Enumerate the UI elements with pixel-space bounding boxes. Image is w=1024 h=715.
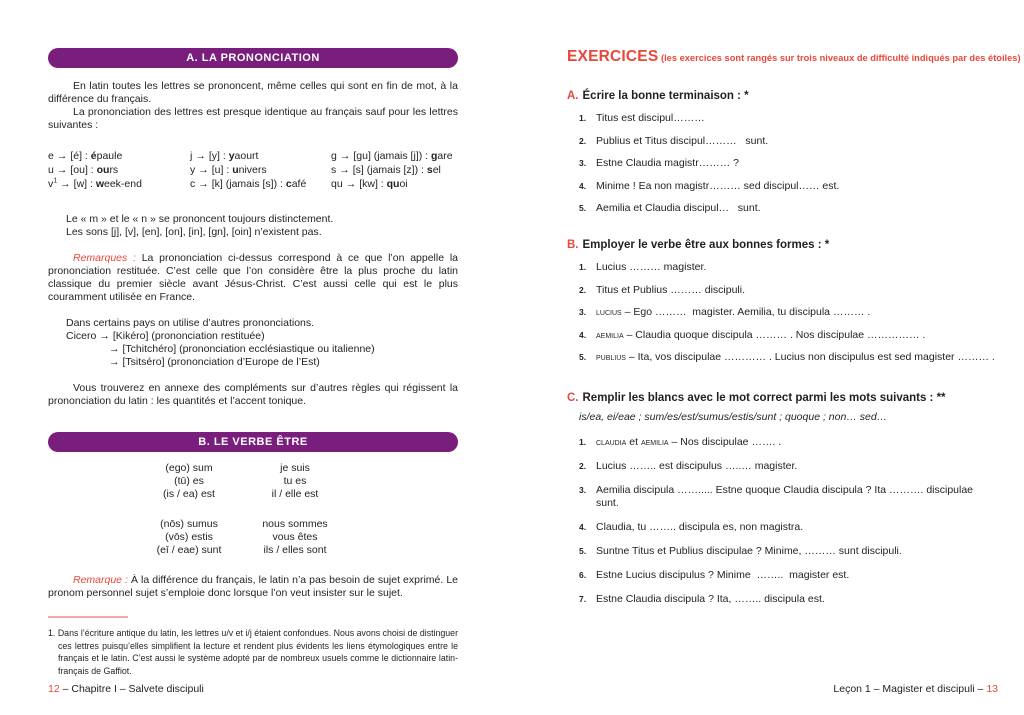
intro-paragraph-1: En latin toutes les lettres se prononcent, même celles qui sont en fin de mot, à la différence du français.: [48, 80, 458, 105]
speaker-name: lucius: [596, 306, 622, 318]
exercise-a-item-2: 2. Publius et Titus discipul……… sunt.: [579, 134, 769, 147]
arrow-right-icon: →: [198, 178, 209, 190]
arrow-right-icon: →: [56, 164, 68, 176]
conjugation-cell: (vōs) estis: [165, 531, 213, 543]
section-b-banner: [48, 432, 458, 452]
item-number: 5.: [579, 352, 587, 362]
right-page: [567, 48, 1021, 617]
conjugation-cell: vous êtes: [272, 531, 318, 543]
exercise-c-item-6: 6. Estne Lucius discipulus ? Minime …….. magister est.: [579, 569, 850, 581]
exercise-a-label: A.: [567, 90, 579, 102]
exercise-b-item-2: 2. Titus et Publius ……… discipuli.: [579, 283, 745, 296]
pronunciation-rule: g → [gu] (jamais [j]) : gare: [331, 150, 453, 162]
item-number: 2.: [579, 461, 587, 471]
exercise-c-item-7: 7. Estne Claudia discipula ? Ita, …….. discipula est.: [579, 593, 825, 605]
conjugation-gap: [220, 501, 370, 518]
note-missing-sounds: Les sons [j], [v], [en], [on], [in], [gn], [oin] n’existent pas.: [66, 226, 322, 238]
exercise-b-header: B. Employer le verbe être aux bonnes formes : *: [567, 239, 830, 251]
speaker-name: aemilia: [596, 328, 624, 341]
conjugation-cell: il / elle est: [271, 488, 319, 500]
exercise-c-item-5: 5. Suntne Titus et Publius discipulae ? Minime, ……… sunt discipuli.: [579, 545, 902, 557]
arrow-right-icon: →: [339, 150, 351, 162]
arrow-right-icon: →: [109, 356, 120, 368]
arrow-right-icon: →: [56, 150, 68, 162]
conjugation-cell: ils / elles sont: [263, 544, 327, 556]
item-number: 7.: [579, 594, 587, 604]
conjugation-cell: (tū) es: [174, 475, 204, 487]
pronunciation-table: [48, 149, 458, 191]
speaker-name: publius: [596, 351, 626, 363]
arrow-right-icon: →: [195, 150, 206, 162]
other-pronunciations-intro: Dans certains pays on utilise d’autres prononciations.: [66, 317, 315, 329]
conjugation-cell: (eī / eae) sunt: [156, 544, 222, 556]
pronunciation-rule: y → [u] : univers: [190, 164, 267, 176]
other-pronunciations: [48, 317, 458, 369]
intro-paragraph-2: La prononciation des lettres est presque identique au français sauf pour les lettres suivantes :: [48, 106, 458, 131]
remarks-paragraph: Remarques : La prononciation ci-dessus correspond à ce que l’on appelle la prononciation restituée. C’est celle que l’on considère être la plus proche du latin classique du premier siècle avant Jésus-Christ. C’est aussi celle qui est le plus couramment utilisée en France.: [48, 252, 458, 303]
exercises-header: [567, 48, 1021, 65]
exercise-a-header: A. Écrire la bonne terminaison : *: [567, 90, 749, 102]
word-bank: is/ea, ei/eae ; sum/es/est/sumus/estis/sunt ; quoque ; non… sed…: [579, 411, 888, 423]
exercise-a-item-1: 1. Titus est discipul………: [579, 112, 705, 124]
arrow-right-icon: →: [198, 164, 209, 176]
remark-label: Remarque :: [73, 574, 128, 586]
item-number: 5.: [579, 203, 587, 213]
item-number: 2.: [579, 284, 587, 295]
arrow-right-icon: →: [60, 178, 71, 190]
pronunciation-intro: [48, 80, 458, 132]
speaker-name: aemilia: [640, 436, 669, 448]
speaker-name: claudia: [596, 436, 627, 448]
pronunciation-rule: v$^1$ → [w] : week-end: [48, 177, 142, 190]
cicero-line-3: → [Tsitséro] (prononciation d’Europe de l’Est): [109, 356, 320, 368]
conjugation-french-column: [220, 462, 370, 557]
pronunciation-rule: j → [y] : yaourt: [190, 150, 259, 162]
cicero-line-1: Cicero → [Kikéro] (prononciation restituée): [66, 330, 265, 342]
item-number: 1.: [579, 437, 587, 447]
conjugation-table: [48, 462, 458, 557]
pronunciation-column-1: [48, 149, 190, 191]
pronunciation-rule: qu → [kw] : quoi: [331, 178, 408, 190]
footnote-separator: [48, 616, 128, 618]
pronunciation-column-3: [331, 149, 458, 191]
conjugation-cell: (ego) sum: [165, 462, 213, 474]
conjugation-cell: (nōs) sumus: [160, 518, 218, 530]
pronunciation-notes: [48, 213, 458, 239]
note-m-n: Le « m » et le « n » se prononcent toujours distinctement.: [66, 213, 334, 225]
item-number: 4.: [579, 329, 587, 340]
item-number: 4.: [579, 180, 587, 191]
section-a-title: A. LA PRONONCIATION: [186, 52, 320, 64]
exercise-c-item-4: 4. Claudia, tu …….. discipula es, non magistra.: [579, 521, 804, 533]
right-page-footer: Leçon 1 – Magister et discipuli – 13: [833, 683, 998, 695]
conjugation-cell: nous sommes: [262, 518, 328, 530]
exercise-c-header: C. Remplir les blancs avec le mot correct parmi les mots suivants : **: [567, 392, 946, 404]
exercises-title: EXERCICES: [567, 48, 659, 65]
arrow-right-icon: →: [339, 164, 350, 176]
pronunciation-rule: s → [s] (jamais [z]) : sel: [331, 164, 441, 176]
conjugation-cell: tu es: [283, 475, 307, 487]
pronunciation-rule: c → [k] (jamais [s]) : café: [190, 178, 307, 190]
right-page-number: 13: [986, 683, 998, 695]
exercise-c-item-2: 2. Lucius …….. est discipulus …..… magister.: [579, 460, 798, 472]
pronunciation-rule: u → [ou] : ours: [48, 164, 119, 176]
exercise-b-item-3: 3. lucius – Ego ……… magister. Aemilia, tu discipula ……… .: [579, 306, 871, 318]
remark-paragraph: Remarque : À la différence du français, le latin n’a pas besoin de sujet exprimé. Le pronom personnel sujet s’emploie donc lorsque l’on veut insister sur le sujet.: [48, 574, 459, 599]
item-number: 5.: [579, 546, 587, 556]
left-page: [48, 48, 458, 677]
exercise-b: [567, 239, 998, 364]
item-number: 1.: [579, 113, 587, 123]
exercise-b-item-4: 4. aemilia – Claudia quoque discipula ……… . Nos discipulae …………… .: [579, 328, 926, 341]
footnote: 1. Dans l’écriture antique du latin, les lettres u/v et i/j étaient confondues. Nous avons choisi de distinguer ces lettres puisqu’elles simplifient la lecture et rendent plus évidents les liens étymologiques entre le français et le latin. C’est aussi le système adopté par de nombreux usuels comme le dictionnaire latin-français de Gaffiot.: [48, 628, 458, 676]
item-number: 3.: [579, 485, 587, 495]
conjugation-cell: (is / ea) est: [163, 488, 215, 500]
exercise-b-item-5: 5. publius – Ita, vos discipulae ………… . Lucius non discipulus est sed magister ……… .: [579, 351, 995, 363]
pronunciation-rule: e → [é] : épaule: [48, 150, 123, 162]
left-page-number: 12: [48, 683, 60, 695]
item-number: 4.: [579, 522, 587, 532]
exercise-b-label: B.: [567, 239, 579, 251]
section-b-title: B. LE VERBE ÊTRE: [198, 436, 308, 448]
footnote-number: 1.: [48, 628, 58, 638]
cicero-line-2: → [Tchitchéro] (prononciation ecclésiastique ou italienne): [109, 343, 375, 355]
annexe-paragraph: Vous trouverez en annexe des compléments sur d’autres règles qui régissent la prononciation du latin : les quantités et l’accent tonique.: [48, 382, 458, 407]
remarks-label: Remarques :: [73, 252, 136, 264]
footnote-reference: 1: [53, 177, 58, 185]
exercises-subtitle: (les exercices sont rangés sur trois niveaux de difficulté indiqués par des étoiles): [658, 53, 1021, 63]
arrow-right-icon: →: [109, 343, 120, 355]
exercise-b-item-1: 1. Lucius ……… magister.: [579, 261, 707, 273]
exercise-c: [567, 392, 998, 606]
pronunciation-column-2: [190, 149, 331, 191]
exercise-a-item-3: 3. Estne Claudia magistr……… ?: [579, 157, 739, 169]
arrow-right-icon: →: [99, 330, 110, 342]
item-number: 3.: [579, 158, 587, 168]
item-number: 3.: [579, 307, 587, 317]
exercise-c-item-1: 1. claudia et aemilia – Nos discipulae ……. .: [579, 436, 782, 448]
exercise-c-label: C.: [567, 392, 579, 404]
section-a-banner: [48, 48, 458, 68]
exercise-a: [567, 90, 998, 215]
conjugation-cell: je suis: [280, 462, 310, 474]
item-number: 1.: [579, 262, 587, 272]
item-number: 2.: [579, 135, 587, 146]
exercise-a-item-4: 4. Minime ! Ea non magistr……… sed discipul…… est.: [579, 179, 840, 192]
exercise-c-item-3: 3. Aemilia discipula ……..... Estne quoque Claudia discipula ? Ita ………. discipulae sunt.: [579, 484, 974, 509]
left-page-footer: 12 – Chapitre I – Salvete discipuli: [48, 683, 204, 695]
item-number: 6.: [579, 570, 587, 580]
arrow-right-icon: →: [345, 178, 357, 190]
exercise-a-item-5: 5. Aemilia et Claudia discipul… sunt.: [579, 202, 761, 214]
